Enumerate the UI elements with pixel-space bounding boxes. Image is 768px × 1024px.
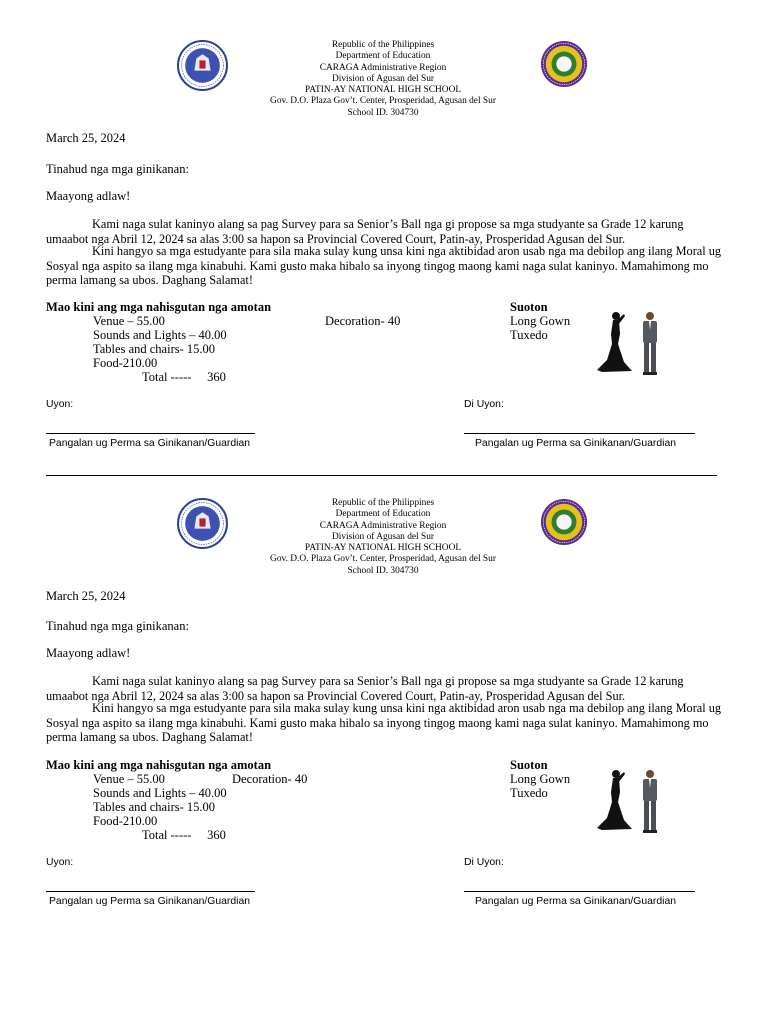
fee-food: Food-210.00 (93, 814, 158, 828)
paragraph-text: Kini hangyo sa mga estudyante para sila maka sulay kung unsa kini nga aktibidad aron usab nga ma debilop ang ilang Moral ug Sosyal nga aspito sa ilang mga kinabuhi. Kami gusto maka hibalo sa inyong tingog maong kami naga sulat kaninyo. Mamahimong mo perma lamang sa ubos. Daghang Salamat! (46, 244, 722, 287)
header-line: CARAGA Administrative Region (319, 62, 447, 73)
agree-signature-caption: Pangalan ug Perma sa Ginikanan/Guardian (49, 896, 251, 907)
school-name: PATIN-AY NATIONAL HIGH SCHOOL (304, 85, 462, 96)
school-id: School ID. 304730 (347, 565, 419, 576)
attire-long-gown: Long Gown (510, 772, 571, 786)
attire-tuxedo: Tuxedo (510, 328, 548, 342)
header-line: Division of Agusan del Sur (331, 73, 435, 84)
disagree-signature-line[interactable] (464, 891, 695, 892)
letter-paragraph-1 (46, 674, 722, 703)
disagree-signature-caption: Pangalan ug Perma sa Ginikanan/Guardian (475, 896, 677, 907)
tuxedo-silhouette (643, 770, 657, 833)
agree-signature-line[interactable] (46, 433, 255, 434)
fee-tables: Tables and chairs- 15.00 (93, 800, 216, 814)
header-line: Gov. D.O. Plaza Gov’t. Center, Prosperidad, Agusan del Sur (270, 96, 496, 107)
header-line: Division of Agusan del Sur (331, 531, 435, 542)
fee-sounds: Sounds and Lights – 40.00 (93, 786, 227, 800)
long-gown-silhouette (597, 770, 632, 830)
gown-tuxedo-illustration (594, 308, 666, 380)
school-seal-icon (540, 40, 588, 88)
salutation: Tinahud nga mga ginikanan: (46, 162, 189, 176)
greeting: Maayong adlaw! (46, 646, 131, 660)
header-line: Department of Education (335, 509, 431, 520)
greeting: Maayong adlaw! (46, 189, 131, 203)
attire-heading: Suoton (510, 300, 548, 314)
school-id: School ID. 304730 (347, 107, 419, 118)
letter-date: March 25, 2024 (46, 589, 126, 603)
fee-sounds: Sounds and Lights – 40.00 (93, 328, 227, 342)
fee-venue: Venue – 55.00 (93, 772, 165, 786)
attire-heading: Suoton (510, 758, 548, 772)
attire-long-gown: Long Gown (510, 314, 571, 328)
letter-paragraph-2 (46, 701, 722, 745)
fees-heading: Mao kini ang mga nahisgutan nga amotan (46, 758, 272, 772)
salutation: Tinahud nga mga ginikanan: (46, 619, 189, 633)
school-name: PATIN-AY NATIONAL HIGH SCHOOL (304, 543, 462, 554)
school-header (200, 498, 566, 577)
disagree-label: Di Uyon: (464, 399, 504, 410)
disagree-signature-caption: Pangalan ug Perma sa Ginikanan/Guardian (475, 438, 677, 449)
agree-signature-caption: Pangalan ug Perma sa Ginikanan/Guardian (49, 438, 251, 449)
letter-date: March 25, 2024 (46, 131, 126, 145)
long-gown-silhouette (597, 312, 632, 372)
header-line: Republic of the Philippines (331, 498, 435, 508)
header-line: Department of Education (335, 51, 431, 62)
letter-paragraph-1 (46, 217, 722, 246)
fee-total: Total ----- 360 (142, 828, 226, 842)
agree-label: Uyon: (46, 857, 74, 868)
fees-heading: Mao kini ang mga nahisgutan nga amotan (46, 300, 272, 314)
cut-line-divider (46, 475, 717, 476)
attire-tuxedo: Tuxedo (510, 786, 548, 800)
school-seal-icon (540, 498, 588, 546)
paragraph-text: Kami naga sulat kaninyo alang sa pag Survey para sa Senior’s Ball nga gi propose sa mga studyante sa Grade 12 karung umaabot nga Abril 12, 2024 sa alas 3:00 sa hapon sa Provincial Covered Court, Patin-ay, Prosperidad Agusan del Sur. (46, 674, 684, 703)
header-line: Republic of the Philippines (331, 40, 435, 50)
fee-decoration: Decoration- 40 (232, 772, 308, 786)
header-line: Gov. D.O. Plaza Gov’t. Center, Prosperidad, Agusan del Sur (270, 554, 496, 565)
disagree-label: Di Uyon: (464, 857, 504, 868)
header-line: CARAGA Administrative Region (319, 520, 447, 531)
agree-label: Uyon: (46, 399, 74, 410)
tuxedo-silhouette (643, 312, 657, 375)
gown-tuxedo-illustration (594, 765, 666, 839)
fee-total: Total ----- 360 (142, 370, 226, 384)
fee-food: Food-210.00 (93, 356, 158, 370)
fee-decoration: Decoration- 40 (325, 314, 401, 328)
paragraph-text: Kini hangyo sa mga estudyante para sila maka sulay kung unsa kini nga aktibidad aron usab nga ma debilop ang ilang Moral ug Sosyal nga aspito sa ilang mga kinabuhi. Kami gusto maka hibalo sa inyong tingog maong kami naga sulat kaninyo. Mamahimong mo perma lamang sa ubos. Daghang Salamat! (46, 701, 722, 744)
letter-paragraph-2 (46, 244, 722, 288)
school-header (200, 40, 566, 119)
paragraph-text: Kami naga sulat kaninyo alang sa pag Survey para sa Senior’s Ball nga gi propose sa mga studyante sa Grade 12 karung umaabot nga Abril 12, 2024 sa alas 3:00 sa hapon sa Provincial Covered Court, Patin-ay, Prosperidad Agusan del Sur. (46, 217, 684, 246)
agree-signature-line[interactable] (46, 891, 255, 892)
fee-venue: Venue – 55.00 (93, 314, 165, 328)
fee-tables: Tables and chairs- 15.00 (93, 342, 216, 356)
disagree-signature-line[interactable] (464, 433, 695, 434)
